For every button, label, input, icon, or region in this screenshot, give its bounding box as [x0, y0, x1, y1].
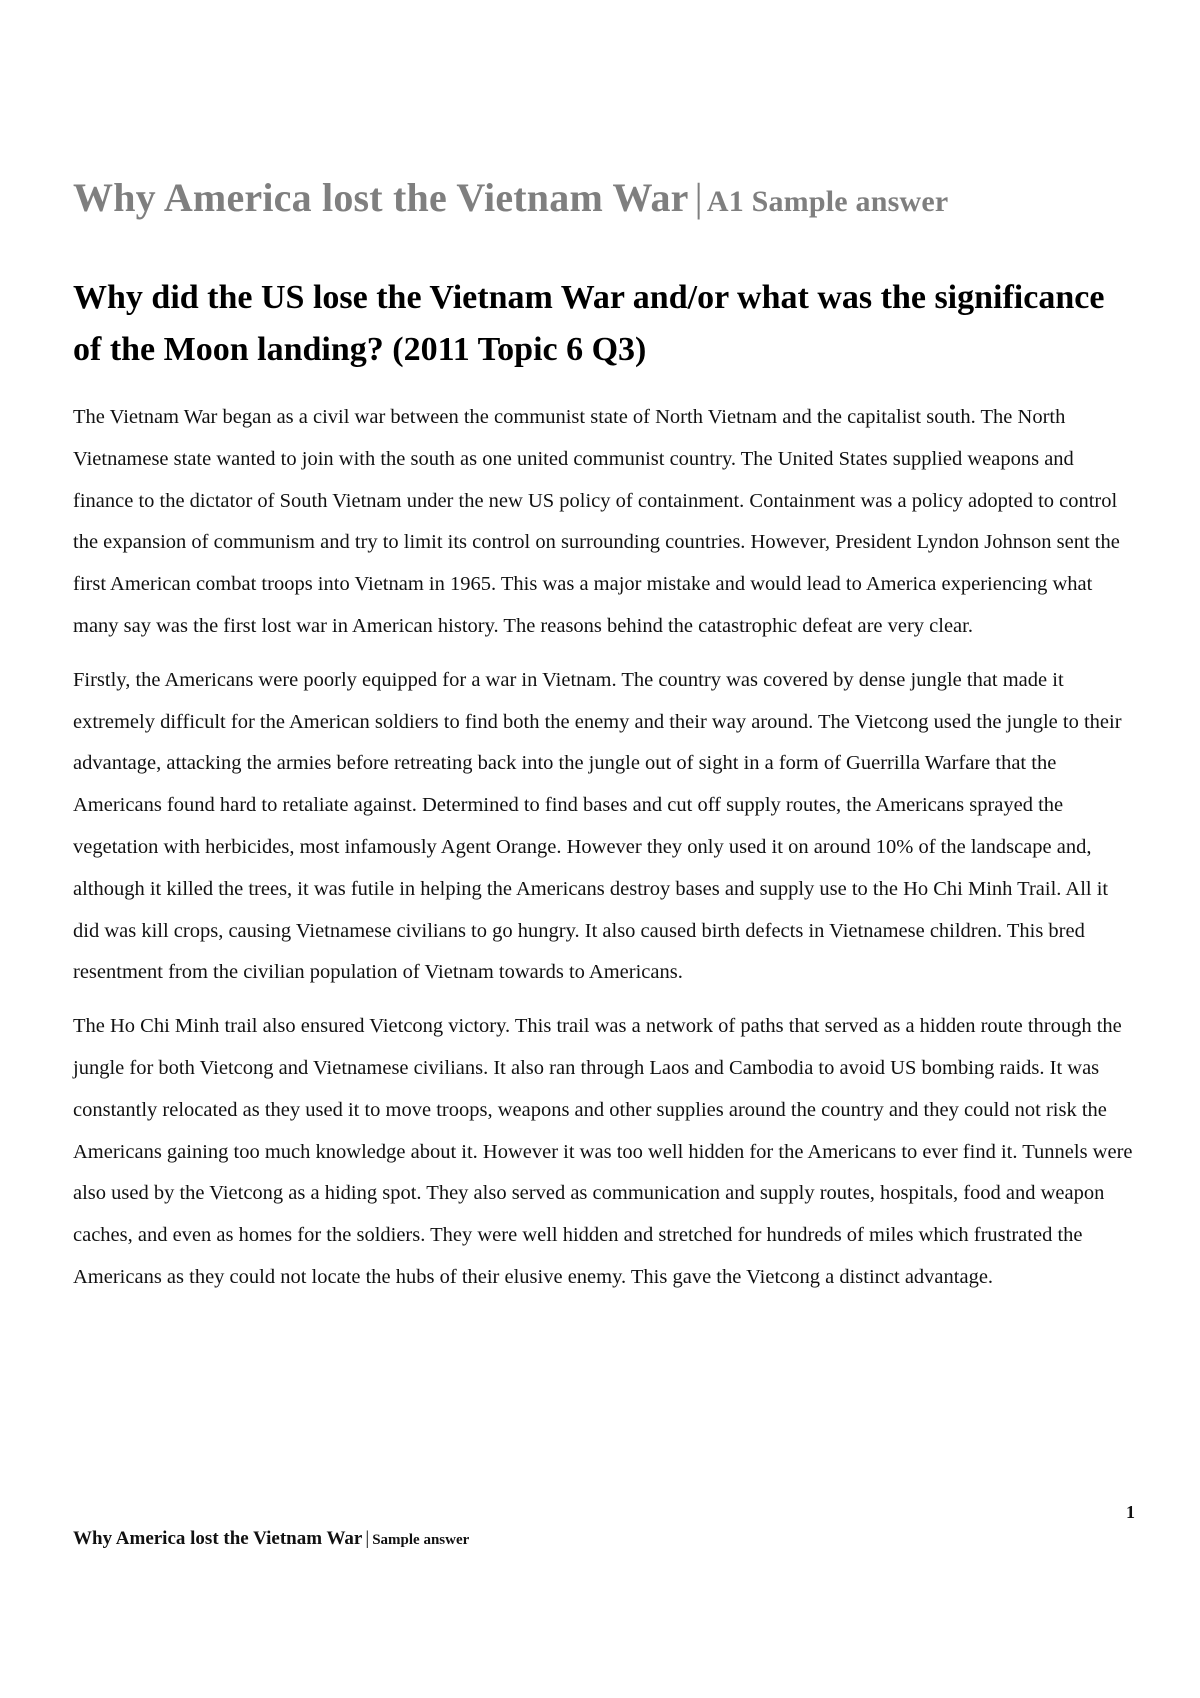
title-text: Why America lost the Vietnam War — [73, 175, 689, 220]
title-subtitle: A1 Sample answer — [706, 185, 949, 218]
paragraph-intro: The Vietnam War began as a civil war between the communist state of North Vietnam and the capitalist south. The North Vietnamese state wanted to join with the south as one united communist country. The United States supplied weapons and finance to the dictator of South Vietnam under the new US policy of containment. Containment was a policy adopted to control the expansion of communism and try to limit its control on surrounding countries. However, President Lyndon Johnson sent the first American combat troops into Vietnam in 1965. This was a major mistake and would lead to America experiencing what many say was the first lost war in American history. The reasons behind the catastrophic defeat are very clear. — [73, 406, 1120, 637]
paragraph-jungle-warfare: Firstly, the Americans were poorly equipped for a war in Vietnam. The country was covered by dense jungle that made it extremely difficult for the American soldiers to find both the enemy and their way around. The Vietcong used the jungle to their advantage, attacking the armies before retreating back into the jungle out of sight in a form of Guerrilla Warfare that the Americans found hard to retaliate against. Determined to find bases and cut off supply routes, the Americans sprayed the vegetation with herbicides, most infamously Agent Orange. However they only used it on around 10% of the landscape and, although it killed the trees, it was futile in helping the Americans destroy bases and supply use to the Ho Chi Minh Trail. All it did was kill crops, causing Vietnamese civilians to go hungry. It also caused birth defects in Vietnamese children. This bred resentment from the civilian population of Vietnam towards to Americans. — [73, 668, 1122, 984]
footer-separator: | — [365, 1528, 370, 1549]
document-title — [73, 172, 948, 228]
footer-title: Why America lost the Vietnam War — [73, 1528, 363, 1549]
document-page — [73, 0, 1135, 1698]
answer-body — [73, 397, 1135, 1311]
page-footer — [73, 1528, 469, 1550]
title-separator: | — [694, 175, 703, 220]
footer-subtitle: Sample answer — [372, 1532, 470, 1548]
page-number: 1 — [1126, 1502, 1135, 1522]
paragraph-ho-chi-minh-trail: The Ho Chi Minh trail also ensured Vietcong victory. This trail was a network of paths that served as a hidden route through the jungle for both Vietcong and Vietnamese civilians. It also ran through Laos and Cambodia to avoid US bombing raids. It was constantly relocated as they used it to move troops, weapons and other supplies around the country and they could not risk the Americans gaining too much knowledge about it. However it was too well hidden for the Americans to ever find it. Tunnels were also used by the Vietcong as a hiding spot. They also served as communication and supply routes, hospitals, food and weapon caches, and even as homes for the soldiers. They were well hidden and stretched for hundreds of miles which frustrated the Americans as they could not locate the hubs of their elusive enemy. This gave the Vietcong a distinct advantage. — [73, 1015, 1133, 1288]
question-heading: Why did the US lose the Vietnam War and/or what was the significance of the Moon landing? (2011 Topic 6 Q3) — [73, 279, 1105, 368]
